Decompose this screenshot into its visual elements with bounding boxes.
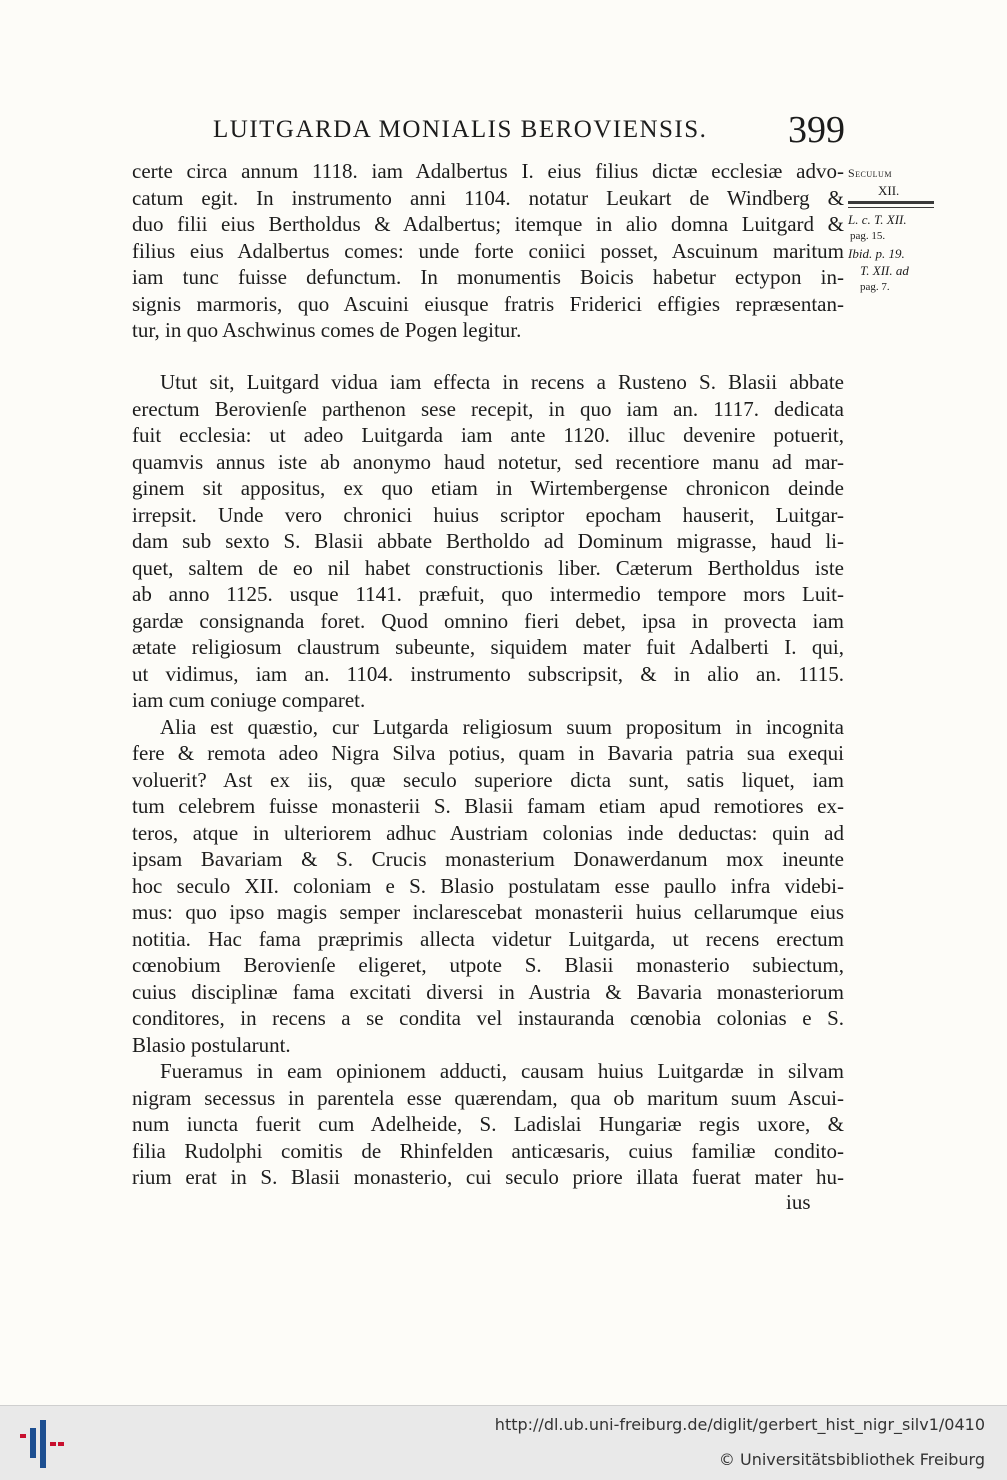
text-line: Fueramus in eam opinionem adducti, causam huius Luitgardæ in silvam [160,1059,844,1083]
text-line: ætate religiosum claustrum subeunte, siquidem mater fuit Adalberti I. qui, [132,635,844,659]
text-line: voluerit? Ast ex iis, quæ seculo superiore dicta sunt, satis liquet, iam [132,767,844,792]
page-title: LUITGARDA MONIALIS BEROVIENSIS. [213,116,708,143]
text-line: filius eius Adalbertus comes: unde forte coniici posset, Ascuinum maritum [132,238,844,263]
text-line: certe circa annum 1118. iam Adalbertus I. eius filius dictæ ecclesiæ advo- [132,159,844,183]
text-line: dam sub sexto S. Blasii abbate Bertholdo ad Dominum migrasse, haud li- [132,529,844,553]
margin-rule-thin [848,207,934,208]
text-line: notitia. Hac fama præprimis allecta videtur Luitgarda, ut recens erectum [132,926,844,951]
text-line: erectum Berovienſe parthenon sese recepit, in quo iam an. 1117. dedicata [132,396,844,421]
text-line: quet, saltem de eo nil habet constructionis liber. Cæterum Bertholdus iste [132,555,844,580]
text-line: tum celebrem fuisse monasterii S. Blasii famam etiam apud remotiores ex- [132,794,844,818]
text-line: teros, atque in ulteriorem adhuc Austriam colonias inde deductas: quin ad [132,820,844,845]
margin-century: XII. [878,183,900,198]
text-line: signis marmoris, quo Ascuini eiusque fratris Friderici effigies repræsentan- [132,291,844,316]
text-line: hoc seculo XII. coloniam e S. Blasio postulatam esse paullo infra videbi- [132,873,844,898]
text-line: cœnobium Berovienſe eligeret, utpote S. Blasii monasterio subiectum, [132,953,844,977]
text-line: ipsam Bavariam & S. Crucis monasterium Donawerdanum mox ineunte [132,847,844,871]
marginal-notes [848,165,948,296]
text-line: iam tunc fuisse defunctum. In monumentis Boicis habetur ectypon in- [132,265,844,289]
text-line: num iuncta fuerit cum Adelheide, S. Ladislai Hungariæ regis uxore, & [132,1112,844,1136]
text-line: fuit ecclesia: ut adeo Luitgarda iam ante 1120. illuc devenire potuerit, [132,423,844,447]
margin-ref-1: L. c. T. XII. [848,212,907,227]
text-line: Blasio postularunt. [132,1032,291,1057]
text-line: irrepsit. Unde vero chronici huius scriptor epocham hauserit, Luitgar- [132,502,844,527]
text-line: duo filii eius Bertholdus & Adalbertus; itemque in alio domna Luitgard & [132,212,844,236]
text-line: iam cum coniuge comparet. [132,688,366,712]
margin-ref-3-page: pag. 7. [860,281,890,293]
catchword: ius [786,1190,811,1214]
text-line: Utut sit, Luitgard vidua iam effecta in recens a Rusteno S. Blasii abbate [160,370,844,394]
text-line: mus: quo ipso magis semper inclarescebat monasterii huius cellarumque eius [132,900,844,924]
text-line: catum egit. In instrumento anni 1104. notatur Leukart de Windberg & [132,185,844,210]
text-line: gardæ consignanda foret. Quod omnino fieri debet, ipsa in provecta iam [132,608,844,633]
margin-rule [848,201,934,204]
margin-seculum: Seculum [848,166,892,180]
library-logo-icon [18,1416,66,1472]
viewer-footer [0,1405,1007,1480]
text-line: nigram secessus in parentela esse quærendam, qua ob maritum suum Ascui- [132,1085,844,1110]
text-line: ginem sit appositus, ex quo etiam in Wirtembergense chronicon deinde [132,476,844,500]
paragraph-1 [132,158,844,344]
margin-ref-1-page: pag. 15. [850,230,886,242]
text-line: filia Rudolphi comitis de Rhinfelden anticæsaris, cuius familiæ condito- [132,1138,844,1163]
text-line: ab anno 1125. usque 1141. præfuit, quo intermedio tempore mors Luit- [132,582,844,606]
text-line: Alia est quæstio, cur Lutgarda religiosum suum propositum in incognita [160,714,844,739]
permalink[interactable]: http://dl.ub.uni-freiburg.de/diglit/gerbert_hist_nigr_silv1/0410 [494,1415,985,1434]
text-line: quamvis annus iste ab anonymo haud notetur, sed recentiore manu ad mar- [132,449,844,474]
text-line: ut vidimus, iam an. 1104. instrumento subscripsit, & in alio an. 1115. [132,661,844,686]
page-number: 399 [788,109,845,151]
margin-ref-2: Ibid. p. 19. [848,246,905,261]
running-head [213,109,853,156]
body-text [132,369,844,1191]
text-line: rium erat in S. Blasii monasterio, cui seculo priore illata fuerat mater hu- [132,1165,844,1189]
text-line: cuius disciplinæ fama excitati diversi in Austria & Bavaria monasteriorum [132,979,844,1004]
text-line: conditores, in recens a se condita vel instauranda cœnobia colonias e S. [132,1006,844,1030]
text-line: fere & remota adeo Nigra Silva potius, quam in Bavaria patria sua exequi [132,741,844,765]
margin-ref-3: T. XII. ad [860,263,909,278]
text-line: tur, in quo Aschwinus comes de Pogen legitur. [132,318,522,342]
copyright-notice: © Universitätsbibliothek Freiburg [718,1450,985,1469]
